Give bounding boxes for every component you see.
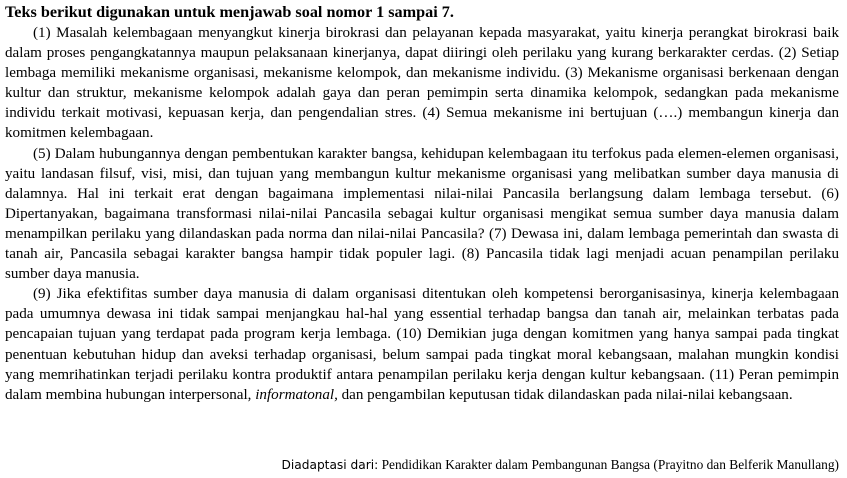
paragraph-3 — [5, 284, 839, 405]
source-title: Pendidikan Karakter dalam Pembangunan Bangsa (Prayitno dan Belferik Manullang) — [378, 457, 839, 472]
paragraph-3-text-start: (9) Jika efektifitas sumber daya manusia di dalam organisasi ditentukan oleh kompetensi berorganisasinya, kinerja kelembagaan pada umumnya dewasa ini tidak sampai menjangkau hal-hal yang essential terhadap bangsa dan tanah air, melainkan terbatas pada pencapaian tujuan yang terdapat pada program kerja lembaga. (10) Demikian juga dengan komitmen yang hanya sampai pada tingkat penentuan kebutuhan hidup dan aveksi terhadap organisasi, belum sampai pada tingkat moral kebangsaan, malahan mungkin kondisi yang memrihatinkan terjadi perilaku kontra produktif antara penampilan perilaku kerja dengan kultur kebangsaan. (11) Peran pemimpin dalam membina hubungan interpersonal, — [5, 286, 839, 403]
paragraph-2: (5) Dalam hubungannya dengan pembentukan karakter bangsa, kehidupan kelembagaan itu terfokus pada elemen-elemen organisasi, yaitu landasan filsuf, visi, misi, dan tujuan yang membangun kultur mekanisme organisasi yang melibatkan sumber daya manusia di dalamnya. Hal ini terkait erat dengan bagaimana implementasi nilai-nilai Pancasila berlangsung dalam lembaga tersebut. (6) Dipertanyakan, bagaimana transformasi nilai-nilai Pancasila sebagai kultur organisasi mengikat semua sumber daya manusia dalam menampilkan perilaku yang dilandaskan pada norma dan nilai-nilai Pancasila? (7) Dewasa ini, dalam lembaga pemerintah dan swasta di tanah air, Pancasila sebagai karakter bangsa hampir tidak populer lagi. (8) Pancasila tidak lagi menjadi acuan penampilan perilaku sumber daya manusia. — [5, 145, 839, 283]
paragraph-3-italic-term: informatonal, — [255, 386, 338, 403]
source-citation — [282, 457, 840, 473]
paragraph-3-text-end: dan pengambilan keputusan tidak dilandaskan pada nilai-nilai kebangsaan. — [337, 386, 793, 403]
paragraph-1: (1) Masalah kelembagaan menyangkut kinerja birokrasi dan pelayanan kepada masyarakat, yaitu kinerja perangkat birokrasi baik dalam proses pengangkatannya maupun pelaksanaan kinerjanya, dapat diiringi oleh perilaku yang kurang berkarakter cerdas. (2) Setiap lembaga memiliki mekanisme organisasi, mekanisme kelompok, dan mekanisme individu. (3) Mekanisme organisasi berkenaan dengan kultur dan struktur, mekanisme kelompok adalah gaya dan peran pemimpin serta dinamika kelompok, sedangkan pada mekanisme individu terkait motivasi, kepuasan kerja, dan pengendalian stres. (4) Semua mekanisme ini bertujuan (….) membangun kinerja dan komitmen kelembagaan. — [5, 25, 839, 142]
passage-heading: Teks berikut digunakan untuk menjawab soal nomor 1 sampai 7. — [5, 3, 454, 21]
source-lead: Diadaptasi dari: — [281, 458, 379, 472]
